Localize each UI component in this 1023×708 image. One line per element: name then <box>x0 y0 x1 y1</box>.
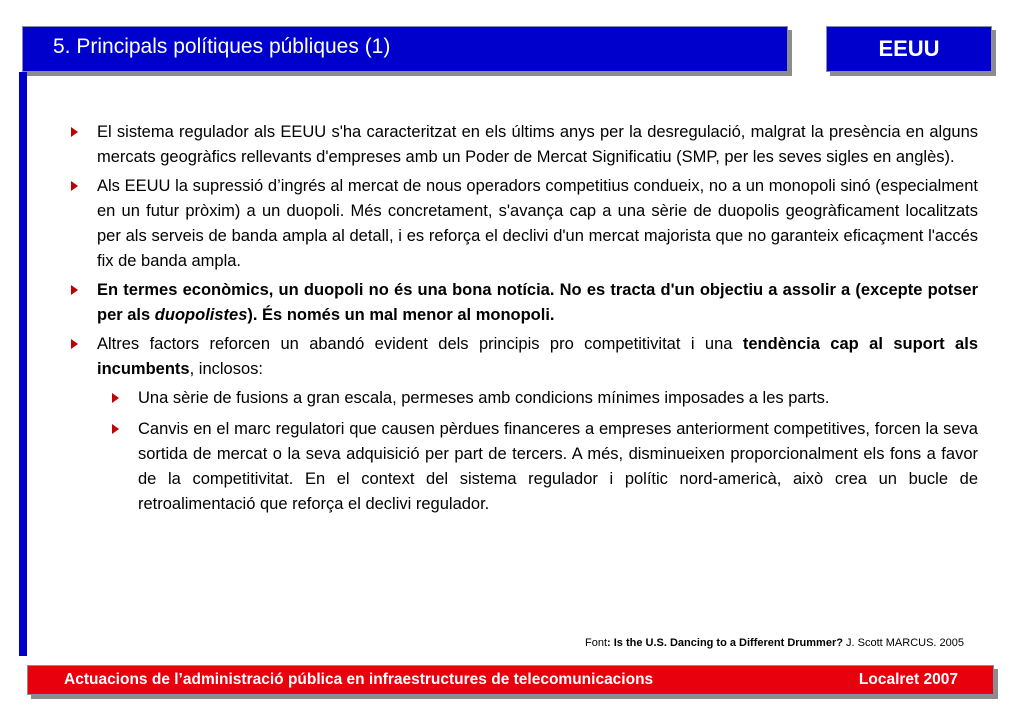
country-box <box>826 26 992 72</box>
source-author: J. Scott MARCUS. 2005 <box>842 637 964 649</box>
sub-bullet-arrow-icon <box>112 393 119 403</box>
slide-title: 5. Principals polítiques públiques (1) <box>53 35 391 58</box>
bullet-text-part: ). És només un mal menor al monopoli. <box>247 306 555 324</box>
sub-bullet-arrow-icon <box>112 424 119 434</box>
bullet-item <box>70 120 978 170</box>
footer-bar <box>27 665 994 695</box>
left-vertical-rule <box>19 72 27 656</box>
bullet-text: El sistema regulador als EEUU s'ha caracteritzat en els últims anys per la desregulació, malgrat la presència en alguns mercats geogràfics rellevants d'empreses amb un Poder de Mercat Significatiu (SMP, per les seves sigles en anglès). <box>97 123 978 166</box>
source-prefix: Font <box>585 637 608 649</box>
sub-bullet-item <box>111 417 978 517</box>
bullet-arrow-icon <box>71 127 78 137</box>
bullet-item <box>70 332 978 382</box>
bullet-arrow-icon <box>71 339 78 349</box>
title-bar <box>22 26 788 72</box>
sub-bullet-item <box>111 386 978 411</box>
country-label: EEUU <box>878 36 940 61</box>
source-colon: : <box>607 637 614 649</box>
sub-bullet-text: Una sèrie de fusions a gran escala, permeses amb condicions mínimes imposades a les parts. <box>138 389 830 407</box>
bullet-text-part: En termes econòmics, un duopoli no és una bona notícia. No es tracta d'un objectiu a assolir a (excepte potser per als <box>97 281 978 324</box>
footer-right-text: Localret 2007 <box>858 671 958 688</box>
bullet-text-bold <box>97 281 978 324</box>
slide-content <box>70 120 978 523</box>
sub-bullet-text: Canvis en el marc regulatori que causen pèrdues financeres a empreses anteriorment competitives, forcen la seva sortida de mercat o la seva adquisició per part de tercers. A més, disminueixen proporcionalment els fons a favor de la competitivitat. En el context del sistema regulador i polític nord-americà, això crea un bucle de retroalimentació que reforça el declivi regulador. <box>138 420 978 513</box>
bullet-text-bold: tendència cap al suport als incumbents <box>97 335 978 378</box>
footer-left-text: Actuacions de l’administració pública en infraestructures de telecomunicacions <box>64 671 654 688</box>
bullet-text-part: Altres factors reforcen un abandó evident dels principis pro competitivitat i una <box>97 335 743 353</box>
bullet-item <box>70 278 978 328</box>
bullet-text: Als EEUU la supressió d’ingrés al mercat de nous operadors competitius condueix, no a un monopoli sinó (especialment en un futur pròxim) a un duopoli. Més concretament, s'avança cap a una sèrie de duopolis geogràficament localitzats per als serveis de banda ampla al detall, i es reforça el declivi d'un mercat majorista que no garanteix eficaçment l'accés fix de banda ampla. <box>97 177 978 270</box>
bullet-text-part: , inclosos: <box>189 360 263 378</box>
bullet-item <box>70 174 978 274</box>
source-citation <box>585 637 964 649</box>
bullet-arrow-icon <box>71 181 78 191</box>
bullet-text-italic: duopolistes <box>154 306 248 324</box>
source-title: Is the U.S. Dancing to a Different Drummer? <box>613 637 843 649</box>
bullet-arrow-icon <box>71 285 78 295</box>
